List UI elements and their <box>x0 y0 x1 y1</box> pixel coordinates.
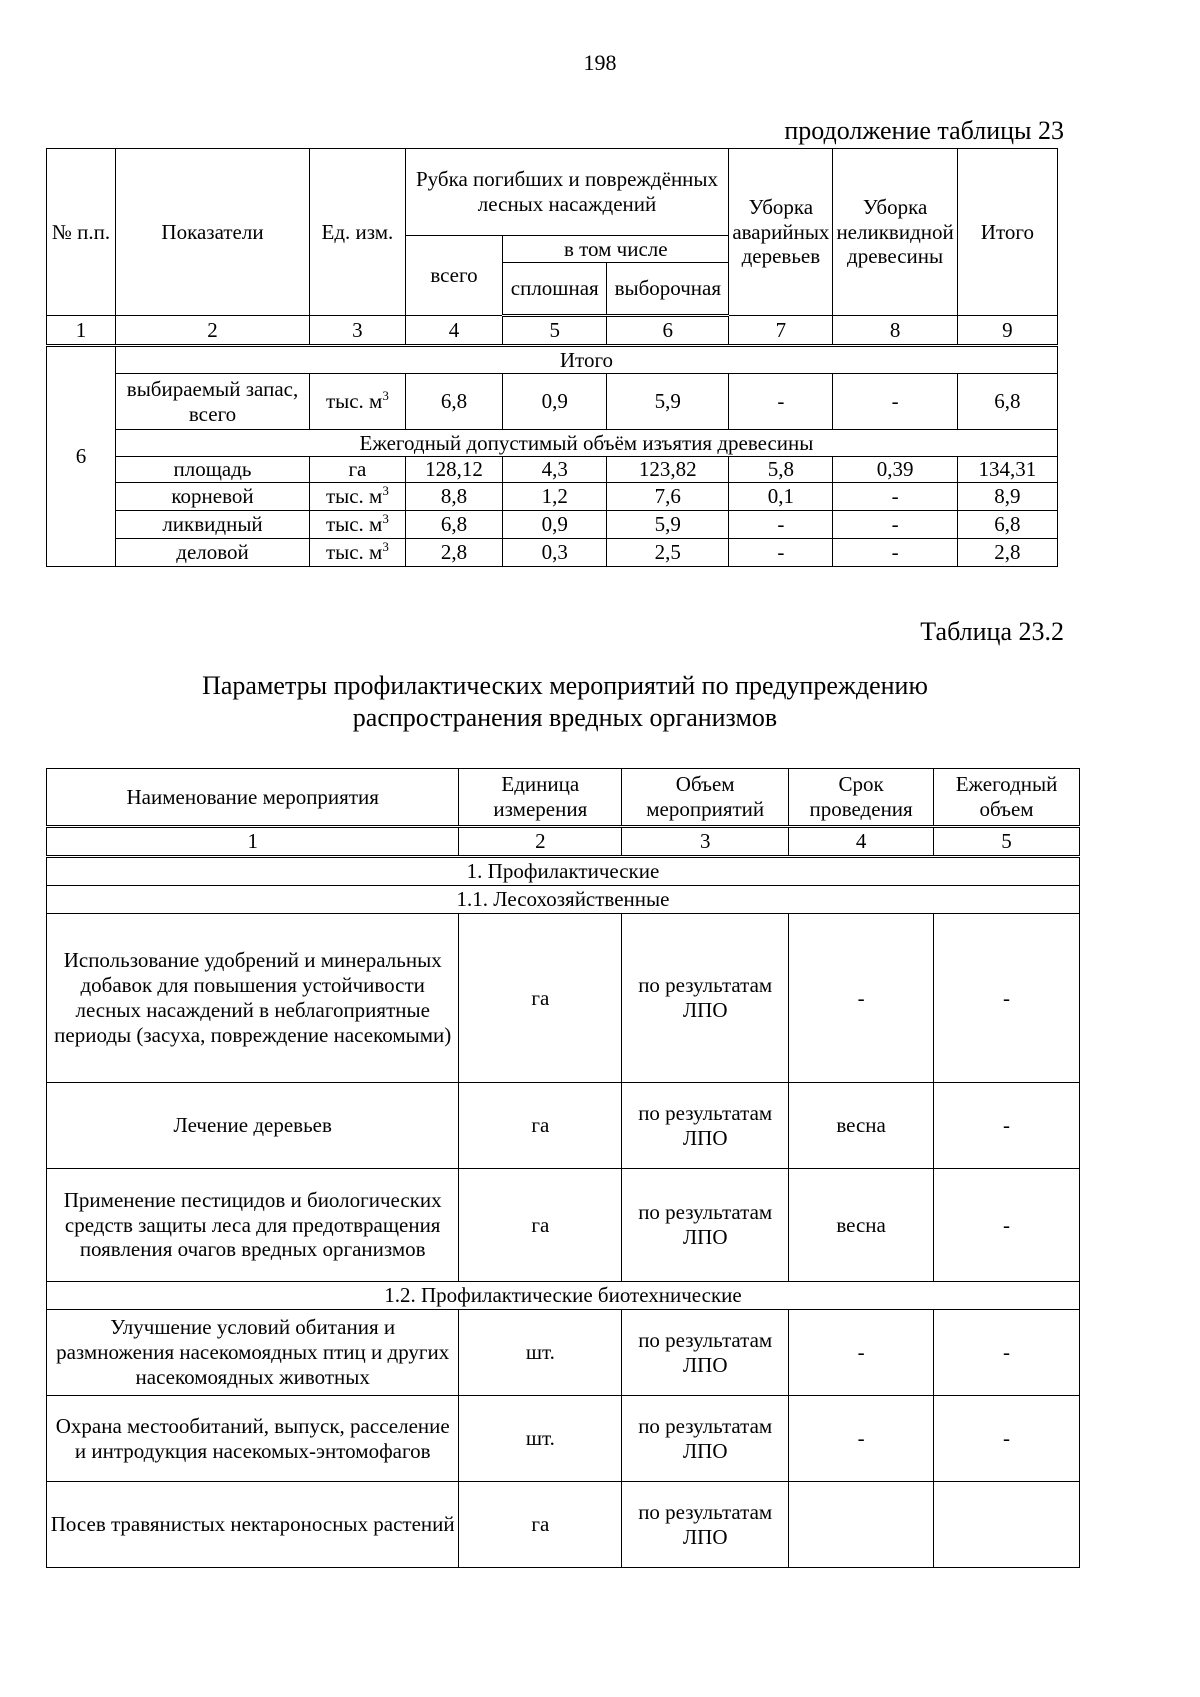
cell: 6,8 <box>405 511 503 539</box>
header-nonliquid-wood: Уборка неликвидной древесины <box>833 149 957 316</box>
header-dead-damaged-cut: Рубка погибших и повреждённых лесных насаждений <box>405 149 729 236</box>
col-num-2: 2 <box>115 316 309 346</box>
table-title-line-2: распространения вредных организмов <box>352 702 778 732</box>
header-total: Итого <box>957 149 1057 316</box>
cell: - <box>833 539 957 567</box>
measure-volume: по результатам ЛПО <box>622 1396 789 1482</box>
measure-term: - <box>789 1396 934 1482</box>
header-indicators: Показатели <box>115 149 309 316</box>
measure-volume: по результатам ЛПО <box>622 1169 789 1282</box>
page-number: 198 <box>583 50 617 75</box>
measure-unit: га <box>459 1482 622 1568</box>
row-name: площадь <box>115 457 309 483</box>
table-row <box>47 483 1058 511</box>
cell: 128,12 <box>405 457 503 483</box>
cell: 1,2 <box>503 483 607 511</box>
row-name: корневой <box>115 483 309 511</box>
header-selective-cut: выборочная <box>607 263 729 316</box>
cell: - <box>729 511 833 539</box>
measure-unit: га <box>459 914 622 1083</box>
cell: 6,8 <box>405 374 503 430</box>
table-row <box>47 914 1080 1083</box>
measure-annual: - <box>934 914 1080 1083</box>
measure-unit: га <box>459 1169 622 1282</box>
header-num: № п.п. <box>47 149 116 316</box>
cell: 8,8 <box>405 483 503 511</box>
table-row <box>47 1310 1080 1396</box>
cell: - <box>833 374 957 430</box>
row-unit: тыс. $м^3$ <box>310 539 406 567</box>
section-forestry: 1.1. Лесохозяйственные <box>47 886 1080 914</box>
header-clear-cut: сплошная <box>503 263 607 316</box>
measure-name: Лечение деревьев <box>47 1083 459 1169</box>
cell: 4,3 <box>503 457 607 483</box>
cell: 134,31 <box>957 457 1057 483</box>
cell: 0,3 <box>503 539 607 567</box>
measure-annual: - <box>934 1169 1080 1282</box>
measure-term: весна <box>789 1083 934 1169</box>
col-num-7: 7 <box>729 316 833 346</box>
measure-unit: га <box>459 1083 622 1169</box>
row-unit: тыс. $м^3$ <box>310 374 406 430</box>
table-row <box>47 511 1058 539</box>
measure-term <box>789 1482 934 1568</box>
col-num-5: 5 <box>503 316 607 346</box>
cell: 5,9 <box>607 374 729 430</box>
header-annual: Ежегодный объем <box>934 769 1080 827</box>
measure-annual <box>934 1482 1080 1568</box>
measure-name: Использование удобрений и минеральных добавок для повышения устойчивости лесных насаждений в неблагоприятные периоды (засуха, повреждение насекомыми) <box>47 914 459 1083</box>
section-biotechnical: 1.2. Профилактические биотехнические <box>47 1282 1080 1310</box>
column-numbers-row <box>47 316 1058 346</box>
header-measure-name: Наименование мероприятия <box>47 769 459 827</box>
col-num-3: 3 <box>622 827 789 857</box>
timber-cut-table <box>46 148 1058 567</box>
cell: 123,82 <box>607 457 729 483</box>
measure-name: Охрана местообитаний, выпуск, расселение и интродукция насекомых-энтомофагов <box>47 1396 459 1482</box>
measure-unit: шт. <box>459 1396 622 1482</box>
row-name: ликвидный <box>115 511 309 539</box>
header-including: в том числе <box>503 236 729 263</box>
table-row <box>47 1169 1080 1282</box>
row-name: выбираемый запас, всего <box>115 374 309 430</box>
cell: 2,5 <box>607 539 729 567</box>
cell: 5,9 <box>607 511 729 539</box>
row-unit: тыс. $м^3$ <box>310 483 406 511</box>
cell: 8,9 <box>957 483 1057 511</box>
table-row <box>47 374 1058 430</box>
cell: 6,8 <box>957 374 1057 430</box>
measure-volume: по результатам ЛПО <box>622 1310 789 1396</box>
header-volume: Объем мероприятий <box>622 769 789 827</box>
col-num-8: 8 <box>833 316 957 346</box>
cell: 0,9 <box>503 374 607 430</box>
col-num-2: 2 <box>459 827 622 857</box>
col-num-6: 6 <box>607 316 729 346</box>
cell: - <box>729 539 833 567</box>
measure-unit: шт. <box>459 1310 622 1396</box>
table-title-line-1: Параметры профилактических мероприятий по предупреждению <box>202 671 928 700</box>
cell: 0,39 <box>833 457 957 483</box>
col-num-1: 1 <box>47 316 116 346</box>
measure-name: Улучшение условий обитания и размножения насекомоядных птиц и других насекомоядных животных <box>47 1310 459 1396</box>
measure-annual: - <box>934 1083 1080 1169</box>
measure-annual: - <box>934 1396 1080 1482</box>
col-num-9: 9 <box>957 316 1057 346</box>
measure-term: - <box>789 914 934 1083</box>
prevention-measures-table <box>46 768 1080 1568</box>
col-num-4: 4 <box>789 827 934 857</box>
row-unit: тыс. $м^3$ <box>310 511 406 539</box>
cell: 7,6 <box>607 483 729 511</box>
cell: 2,8 <box>957 539 1057 567</box>
table-title <box>0 670 1130 734</box>
col-num-3: 3 <box>310 316 406 346</box>
cell: 0,1 <box>729 483 833 511</box>
measure-volume: по результатам ЛПО <box>622 1083 789 1169</box>
table-row <box>47 457 1058 483</box>
row-unit: га <box>310 457 406 483</box>
column-numbers-row <box>47 827 1080 857</box>
col-num-5: 5 <box>934 827 1080 857</box>
section-prophylactic: 1. Профилактические <box>47 857 1080 886</box>
col-num-1: 1 <box>47 827 459 857</box>
header-unit: Единица измерения <box>459 769 622 827</box>
cell: 6,8 <box>957 511 1057 539</box>
table-row <box>47 1482 1080 1568</box>
group-annual-allowable: Ежегодный допустимый объём изъятия древесины <box>115 430 1057 457</box>
header-all: всего <box>405 236 503 316</box>
cell: 0,9 <box>503 511 607 539</box>
cell: 5,8 <box>729 457 833 483</box>
measure-annual: - <box>934 1310 1080 1396</box>
row-number: 6 <box>47 346 116 567</box>
col-num-4: 4 <box>405 316 503 346</box>
measure-volume: по результатам ЛПО <box>622 914 789 1083</box>
group-total: Итого <box>115 346 1057 374</box>
table-row <box>47 539 1058 567</box>
header-emergency-trees: Уборка аварийных деревьев <box>729 149 833 316</box>
measure-term: - <box>789 1310 934 1396</box>
cell: 2,8 <box>405 539 503 567</box>
cell: - <box>833 483 957 511</box>
cell: - <box>833 511 957 539</box>
table-row <box>47 1083 1080 1169</box>
header-term: Срок проведения <box>789 769 934 827</box>
measure-term: весна <box>789 1169 934 1282</box>
header-unit: Ед. изм. <box>310 149 406 316</box>
cell: - <box>729 374 833 430</box>
row-name: деловой <box>115 539 309 567</box>
table-continuation-caption: продолжение таблицы 23 <box>784 116 1064 145</box>
measure-name: Применение пестицидов и биологических средств защиты леса для предотвращения появления очагов вредных организмов <box>47 1169 459 1282</box>
measure-volume: по результатам ЛПО <box>622 1482 789 1568</box>
table-caption: Таблица 23.2 <box>920 617 1064 646</box>
measure-name: Посев травянистых нектароносных растений <box>47 1482 459 1568</box>
table-row <box>47 1396 1080 1482</box>
